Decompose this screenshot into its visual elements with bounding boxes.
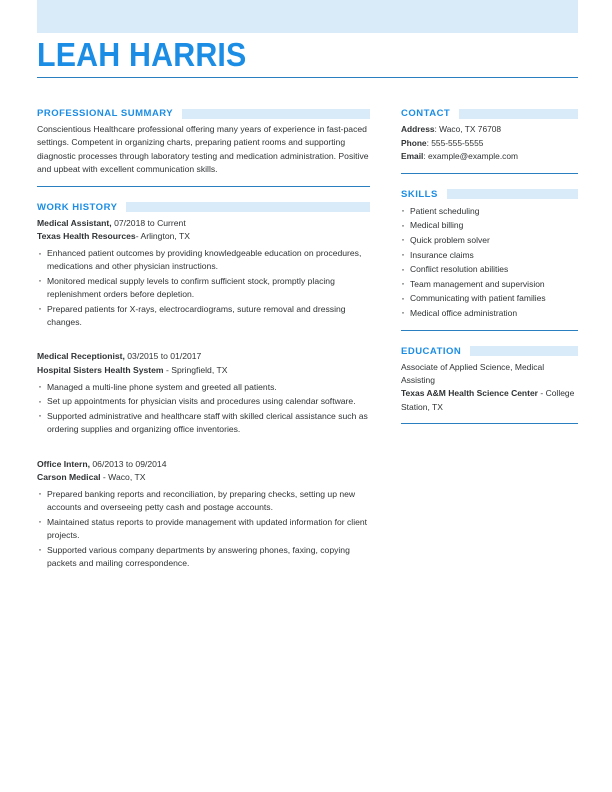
contact-email-label: Email (401, 151, 424, 162)
section-work-history (37, 202, 370, 571)
job-bullet-list (37, 247, 370, 329)
section-title-work-history: WORK HISTORY (37, 201, 118, 213)
section-title-bar (447, 189, 578, 199)
skill-item: · Communicating with patient families (401, 291, 578, 306)
job-bullet: · Enhanced patient outcomes by providing knowledgeable education on procedures, medications and other physician instructions. (37, 247, 370, 274)
skill-item: · Quick problem solver (401, 233, 578, 248)
skill-item: · Insurance claims (401, 248, 578, 263)
section-title-bar (470, 346, 578, 356)
header-accent-band (37, 0, 578, 33)
job-subheading (37, 471, 370, 484)
job-dates: 07/2018 to Current (114, 217, 186, 228)
job-title: Medical Receptionist, (37, 351, 125, 362)
contact-email (401, 150, 578, 164)
education-degree: Associate of Applied Science, Medical Assisting (401, 361, 545, 385)
section-header (401, 346, 578, 357)
job-heading (37, 458, 370, 471)
job-location: - Arlington, TX (135, 230, 191, 241)
skill-item: · Medical office administration (401, 306, 578, 321)
job-company: Carson Medical (37, 471, 101, 482)
work-history-entry (37, 458, 370, 571)
education-school-location: - College Station, TX (401, 388, 575, 412)
section-title-bar (459, 109, 578, 119)
skill-item: · Conflict resolution abilities (401, 262, 578, 277)
skill-item: · Team management and supervision (401, 277, 578, 292)
contact-address (401, 123, 578, 137)
section-title-skills: SKILLS (401, 188, 438, 200)
job-title: Medical Assistant, (37, 217, 112, 228)
job-location: - Waco, TX (102, 471, 146, 482)
section-header (401, 189, 578, 200)
right-column (401, 108, 578, 439)
education-school: Texas A&M Health Science Center (401, 388, 538, 399)
section-title-professional-summary: PROFESSIONAL SUMMARY (37, 108, 174, 119)
work-history-entry (37, 350, 370, 436)
left-column (37, 108, 370, 581)
contact-address-value: : Waco, TX 76708 (434, 124, 502, 134)
section-professional-summary (37, 108, 370, 187)
job-bullet-list (37, 381, 370, 437)
job-title: Office Intern, (37, 458, 91, 469)
job-dates: 06/2013 to 09/2014 (92, 458, 167, 469)
name-block (37, 36, 578, 78)
section-header (37, 108, 370, 119)
job-bullet: · Prepared banking reports and reconciliation, by preparing checks, setting up new accounts and overseeing petty cash and postage accounts. (37, 488, 370, 515)
job-heading (37, 217, 370, 230)
job-location: - Springfield, TX (165, 364, 228, 375)
section-header (401, 108, 578, 119)
job-bullet: · Maintained status reports to provide management with updated information for client projects. (37, 516, 370, 543)
job-heading (37, 350, 370, 363)
professional-summary-text: Conscientious Healthcare professional offering many years of experience in fast-paced settings. Competent in organizing charts, preparing patient rooms and supporting diagnostic processes through laboratory testing and medication administration. Positive and upbeat with excellent communication skills. (37, 124, 369, 175)
section-header (37, 202, 370, 213)
job-company: Hospital Sisters Health System (37, 364, 164, 375)
section-title-education: EDUCATION (401, 345, 462, 357)
job-company: Texas Health Resources (37, 230, 136, 241)
job-bullet: · Set up appointments for physician visits and procedures using calendar software. (37, 395, 370, 408)
skill-item: · Medical billing (401, 218, 578, 233)
candidate-name: LEAH HARRIS (37, 36, 247, 73)
spacer (37, 340, 370, 350)
contact-address-label: Address (401, 124, 435, 134)
job-bullet: · Supported administrative and healthcare staff with skilled clerical assistance such as ordering supplies and organizing office inventories. (37, 410, 370, 437)
section-title-contact: CONTACT (401, 108, 451, 119)
job-bullet: · Monitored medical supply levels to confirm sufficient stock, promptly placing replenishment orders before depletion. (37, 275, 370, 302)
education-school-line (401, 387, 578, 414)
job-bullet-list (37, 488, 370, 570)
skill-item: · Patient scheduling (401, 204, 578, 219)
section-divider (401, 423, 578, 424)
section-title-bar (182, 109, 370, 119)
job-bullet: · Supported various company departments by answering phones, faxing, copying packets and mailing correspondence. (37, 544, 370, 571)
job-bullet: · Prepared patients for X-rays, electrocardiograms, suture removal and dressing changes. (37, 303, 370, 330)
section-education (401, 346, 578, 425)
section-title-bar (126, 202, 370, 212)
section-divider (401, 330, 578, 331)
contact-phone (401, 137, 578, 151)
contact-phone-value: : 555-555-5555 (426, 137, 484, 148)
job-subheading (37, 364, 370, 377)
section-contact (401, 108, 578, 174)
work-history-entry (37, 217, 370, 330)
job-bullet: · Managed a multi-line phone system and greeted all patients. (37, 381, 370, 394)
name-divider (37, 77, 578, 78)
spacer (37, 448, 370, 458)
section-skills (401, 189, 578, 331)
job-dates: 03/2015 to 01/2017 (127, 351, 202, 362)
section-divider (401, 173, 578, 174)
section-divider (37, 186, 370, 187)
job-subheading (37, 230, 370, 243)
contact-email-value: : example@example.com (423, 151, 518, 162)
contact-phone-label: Phone (401, 137, 427, 148)
skills-list (401, 204, 578, 321)
